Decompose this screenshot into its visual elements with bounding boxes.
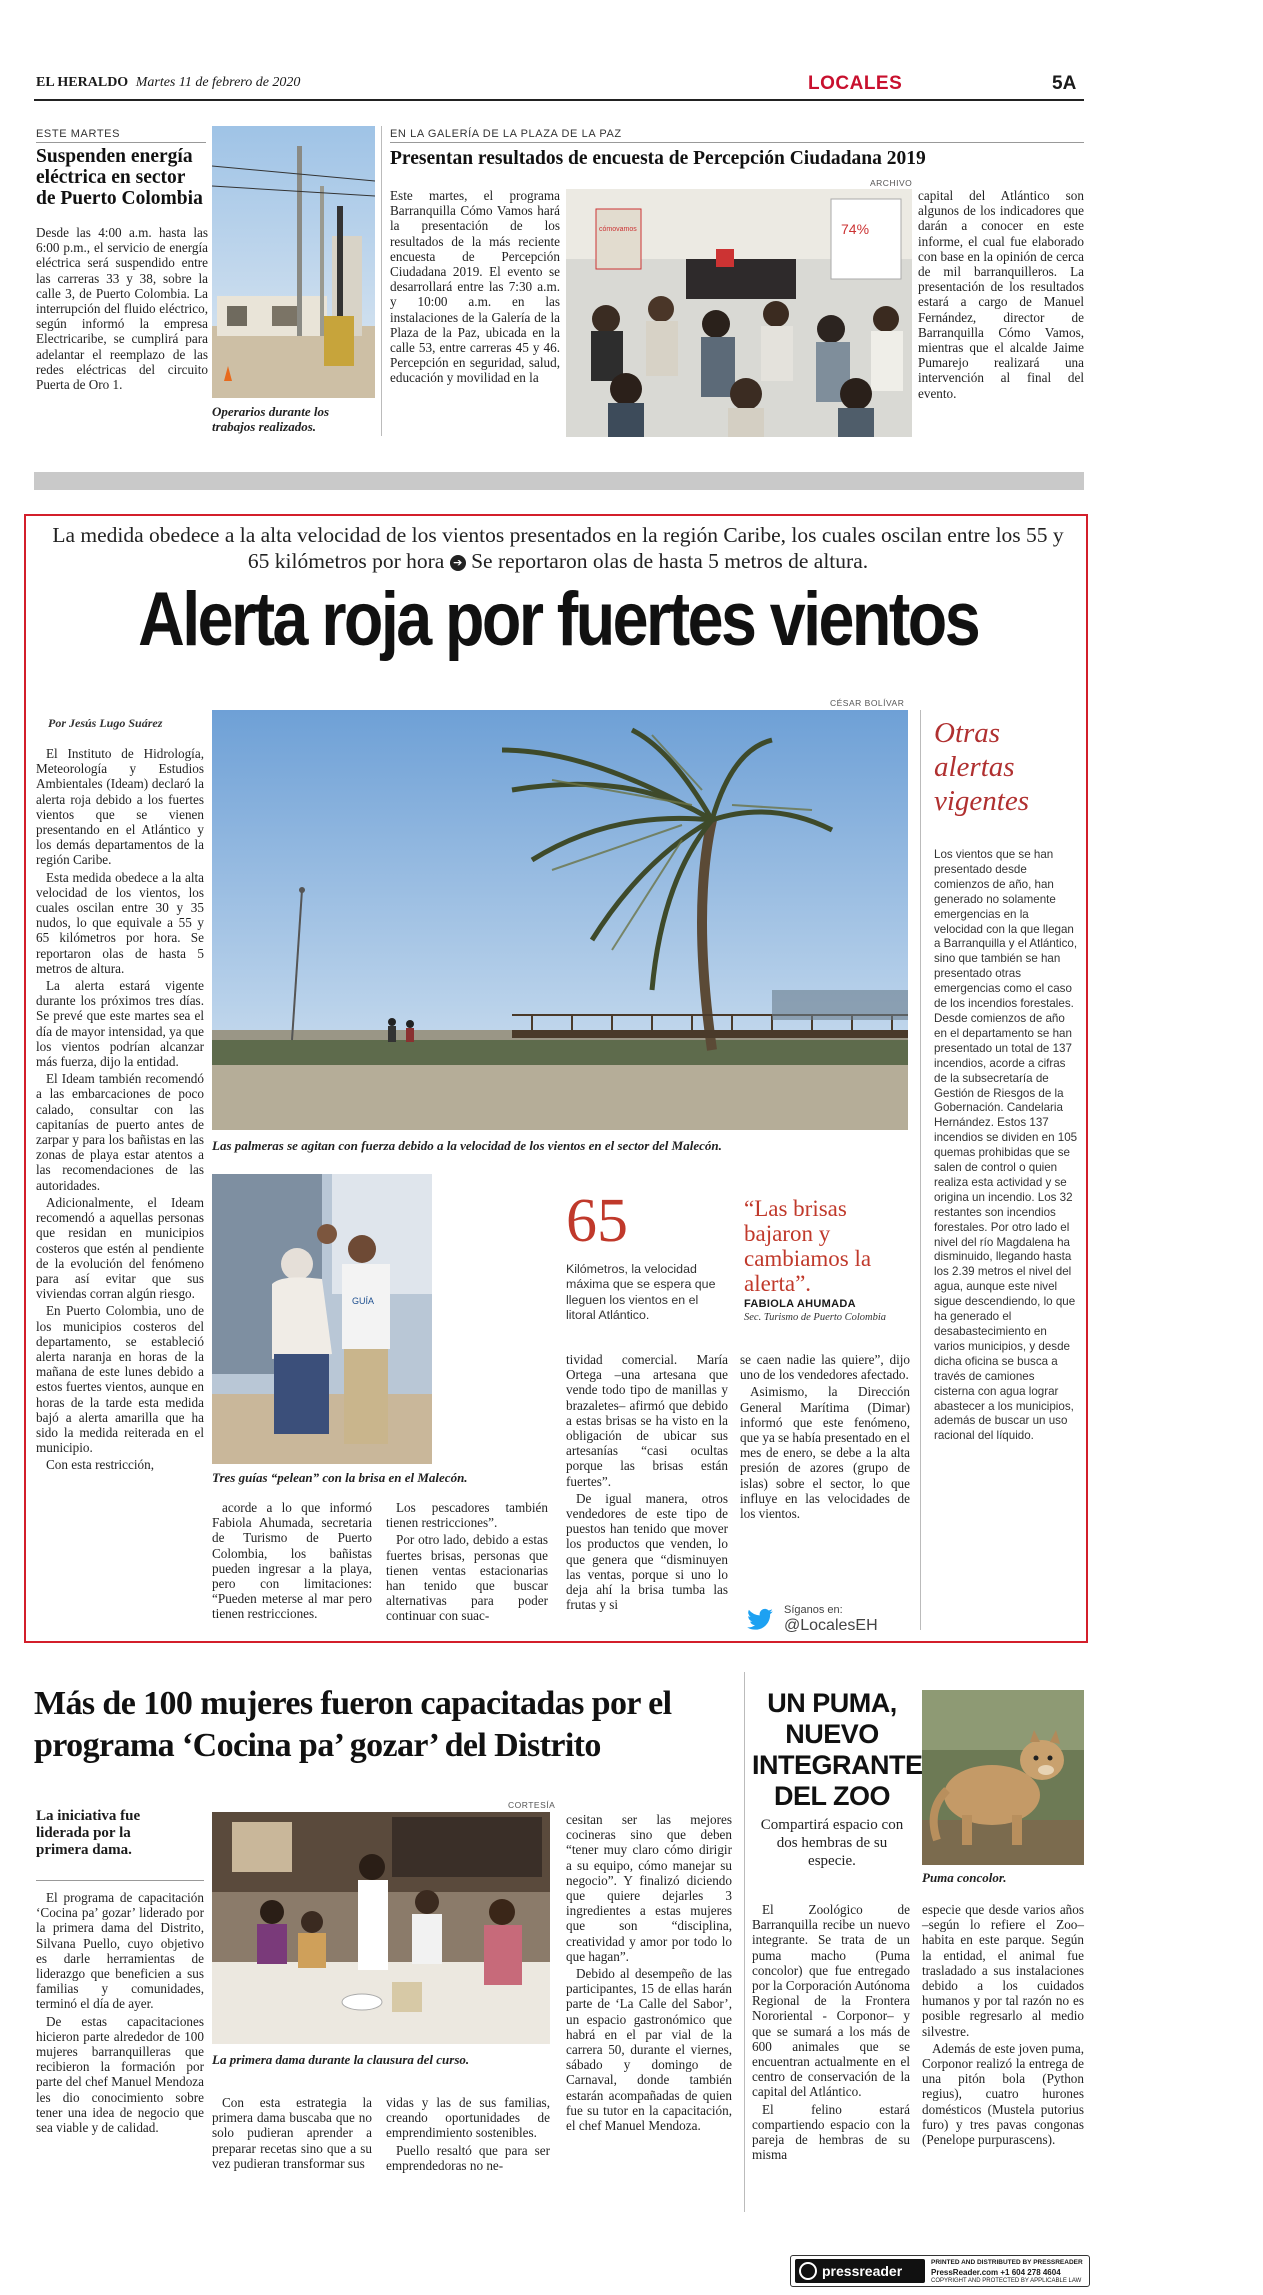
lower-divider: [744, 1672, 745, 2212]
brief2-photo-credit: ARCHIVO: [870, 178, 913, 188]
pull-quote: “Las brisas bajaron y cambiamos la alerta”.: [744, 1196, 872, 1296]
puma-col1: [752, 1902, 910, 2164]
cocina-col1-p2: De estas capacitaciones hicieron parte alrededor de 100 mujeres barranquilleras que recibieron la formación por parte del chef Manuel Mendoza les dio conocimiento sobre tener una idea de negocio que sea viable y de calidad.: [36, 2013, 204, 2136]
guides-photo: [212, 1174, 432, 1464]
cocina-col2: Con esta estrategia la primera dama buscaba que no solo pudieran aprender a preparar recetas sino que a su vez pudieran transformar sus: [212, 2095, 372, 2171]
brief2-body-right: capital del Atlántico son algunos de los indicadores que darán a conocer en este informe, el cual fue elaborado con base en la opinión de cerca de mil barranquilleros. La presentación de los resultados estará a cargo de Manuel Fernández, director de Barranquilla Cómo Vamos, mientras que el alcalde Jaime Pumarejo realizará una intervención al final del evento.: [918, 188, 1084, 401]
puma-col1-p1: El Zoológico de Barranquilla recibe un nuevo integrante. Se trata de un puma macho (Puma concolor) que fue entregado por la Corporación Autónoma Regional de la Frontera Nororiental - Corponor– y que se sumará a los más de 600 animales que se encuentran actualmente en el centro de conservación de la capital del Atlántico.: [752, 1902, 910, 2100]
main-headline: Alerta roja por fuertes vientos: [138, 577, 978, 662]
svg-text:74%: 74%: [841, 221, 870, 237]
puma-deck: Compartirá espacio con dos hembras de su especie.: [760, 1817, 904, 1869]
quote-name: FABIOLA AHUMADA: [744, 1298, 856, 1310]
stat-text: Kilómetros, la velocidad máxima que se espera que lleguen los vientos en el litoral Atlántico.: [566, 1262, 716, 1323]
cocina-col1: [36, 1890, 204, 2137]
puma-col2-p2: Además de este joven puma, Corponor realizó la entrega de una pitón bola (Python regius), cuatro hurones domésticos (Mustela putorius furo) y tres pavas congonas (Penelope purpurascens).: [922, 2040, 1084, 2148]
main-caption: Las palmeras se agitan con fuerza debido a la velocidad de los vientos en el sector del Malecón.: [212, 1138, 722, 1153]
cocina-lede-rule: [36, 1880, 204, 1881]
pressreader-brand: pressreader: [822, 2263, 903, 2279]
puma-col1-p2: El felino estará compartiendo espacio con la pareja de hembras de su misma: [752, 2101, 910, 2163]
main-col4-p1: tividad comercial. María Ortega –una artesana que vende todo tipo de manillas y brazaletes– afirmó que debido a estas brisas se ha visto en la obligación de ubicar sus artesanías “casi ocultas porque las brisas están fuertes”.: [566, 1352, 728, 1489]
brief1-caption: Operarios durante los trabajos realizados.: [212, 404, 330, 434]
summary-part-b: Se reportaron olas de hasta 5 metros de altura.: [471, 549, 869, 573]
cocina-col3: [386, 2095, 550, 2175]
summary: [40, 522, 1076, 574]
follow-handle: @LocalesEH: [784, 1617, 878, 1634]
main-col4: [566, 1352, 728, 1614]
cocina-col4: [566, 1812, 732, 2135]
main-col1-p3: La alerta estará vigente durante los próximos tres días. Se prevé que este martes sea el día de mayor intensidad, ya que los vientos podrían alcanzar más fuerza, dijo la entidad.: [36, 978, 204, 1070]
main-col2: acorde a lo que informó Fabiola Ahumada, secretaria de Turismo de Puerto Colombia, los bañistas pueden ingresar a la playa, pero con limitaciones: “Pueden meterse al mar pero tienen restricciones.: [212, 1500, 372, 1622]
main-col3: [386, 1500, 548, 1626]
pressreader-badge[interactable]: [790, 2255, 1090, 2287]
cocina-col3-p1: vidas y las de sus familias, creando oportunidades de emprendimiento sostenibles.: [386, 2095, 550, 2141]
brief1-photo: [212, 126, 375, 398]
paper-name: EL HERALDO: [36, 75, 129, 90]
cocina-col4-p1: cesitan ser las mejores cocineras sino que deben “tener muy claro cómo dirigir a su equipo, cómo manejar su negocio”. Y finalizó diciendo que quiere dejarles 3 ingredientes a estas mujeres que son “disciplina, creatividad y amor por todo lo que hagan”.: [566, 1812, 732, 1964]
cocina-caption: La primera dama durante la clausura del curso.: [212, 2052, 470, 2067]
pressreader-logo: [795, 2259, 925, 2283]
svg-text:GUÍA: GUÍA: [352, 1296, 375, 1306]
brief2-body-left: Este martes, el programa Barranquilla Cómo Vamos hará la presentación de los resultados de la más reciente encuesta de Percepción Ciudadana 2019. El evento se desarrollará entre las 7:30 a.m. y 10:00 a.m. en las instalaciones de la Galería de la Plaza de la Paz, ubicada en la calle 53, entre carreras 45 y 46. Percepción en seguridad, salud, educación y movilidad en la: [390, 188, 560, 386]
main-col1-p6: En Puerto Colombia, uno de los municipios costeros del departamento, se estableció alerta naranja en horas de la mañana de este lunes debido a estos fuertes vientos, aunque en horas de la tarde esta medida bajó a alerta amarilla que ha sido la medida reiterada en el municipio.: [36, 1303, 204, 1456]
section-label: LOCALES: [808, 73, 903, 94]
main-col5-p1: se caen nadie las quiere”, dijo uno de los vendedores afectado.: [740, 1352, 910, 1383]
cocina-headline: Más de 100 mujeres fueron capacitadas por el programa ‘Cocina pa’ gozar’ del Distrito: [34, 1685, 672, 1764]
main-col1-p4: El Ideam también recomendó a las embarcaciones de poco calado, consultar con las capitanías de puerto antes de zarpar y para los bañistas en las zonas de playa estar atentos a las recomendaciones de las autoridades.: [36, 1071, 204, 1193]
guides-caption: Tres guías “pelean” con la brisa en el Malecón.: [212, 1470, 468, 1485]
brief1-title: Suspenden energía eléctrica en sector de Puerto Colombia: [36, 146, 203, 209]
pressreader-line3: COPYRIGHT AND PROTECTED BY APPLICABLE LAW: [931, 2278, 1082, 2284]
quote-role: Sec. Turismo de Puerto Colombia: [744, 1312, 887, 1323]
main-col4-p2: De igual manera, otros vendedores de este tipo de puestos han tenido que mover los productos que venden, lo que genera que “disminuyen las ventas, porque si uno lo deja ahí la brisa tumba las frutas y si: [566, 1490, 728, 1613]
cocina-lede: La iniciativa fue liderada por la primera dama.: [36, 1808, 141, 1858]
sidebar-title: Otras alertas vigentes: [934, 717, 1030, 817]
main-col3-p1: Los pescadores también tienen restricciones”.: [386, 1500, 548, 1531]
sidebar-divider: [920, 710, 921, 1630]
byline: Por Jesús Lugo Suárez: [48, 716, 163, 730]
svg-text:cómovamos: cómovamos: [599, 226, 637, 233]
brief2-kicker-rule: [390, 142, 1084, 143]
brief2-kicker: EN LA GALERÍA DE LA PLAZA DE LA PAZ: [390, 128, 622, 140]
headline-wrap: [40, 570, 1076, 670]
gray-band: [34, 472, 1084, 490]
main-col1-p7: Con esta restricción,: [46, 1457, 155, 1473]
puma-col2: [922, 1902, 1084, 2149]
pressreader-line2: PressReader.com +1 604 278 4604: [931, 2268, 1061, 2277]
puma-photo: [922, 1690, 1084, 1865]
brief1-body: Desde las 4:00 a.m. hasta las 6:00 p.m., el servicio de energía eléctrica será suspendido entre las carreras 33 y 38, sobre la calle 3, de Puerto Colombia. La interrupción del fluido eléctrico, según informó la empresa Electricaribe, se cumplirá para adelantar el reemplazo de las redes eléctricas del circuito Puerta de Oro 1.: [36, 225, 208, 393]
twitter-follow[interactable]: [744, 1604, 914, 1636]
header-rule: [34, 99, 1084, 101]
cocina-photo-credit: CORTESÍA: [508, 1800, 556, 1810]
main-col1: [36, 746, 204, 1475]
masthead: [36, 75, 300, 91]
main-photo-credit: CÉSAR BOLÍVAR: [830, 698, 905, 708]
cocina-col3-p2: Puello resaltó que para ser emprendedoras no ne-: [386, 2142, 550, 2173]
arrow-right-icon: ➔: [450, 555, 466, 571]
puma-col2-p1: especie que desde varios años –según lo refiere el Zoo– habita en este parque. Según la entidad, el animal fue trasladado a sus instalaciones debido a los cuidados humanos y por tal razón no es posible regresarlo al medio silvestre.: [922, 1902, 1084, 2039]
cocina-col4-p2: Debido al desempeño de las participantes, 15 de ellas harán parte de ‘La Calle del Sabor’, un espacio gastronómico que habrá en el par vial de la carrera 50, durante el viernes, sábado y domingo de Carnaval, donde también estarán acompañadas de quien fue su tutor en la capacitación, el chef Manuel Mendoza.: [566, 1966, 732, 2134]
pressreader-p-icon: [799, 2262, 817, 2280]
main-col3-p2: Por otro lado, debido a estas fuertes brisas, personas que tienen ventas estacionarias han tenido que buscar alternativas para poder continuar con suac-: [386, 1532, 548, 1624]
puma-headline: UN PUMA, NUEVO INTEGRANTE DEL ZOO: [752, 1688, 923, 1811]
main-col1-p2: Esta medida obedece a la alta velocidad de los vientos, los cuales oscilan entre 30 y 35 nudos, lo que equivale a 55 y 65 kilómetros por hora. Se reportaron olas de hasta 5 metros de altura.: [36, 869, 204, 976]
summary-part-a: La medida obedece a la alta velocidad de los vientos presentados en la región Caribe, los cuales oscilan entre los 55 y 65 kilómetros por hora: [52, 523, 1064, 573]
brief1-kicker-rule: [36, 142, 206, 143]
follow-label: Síganos en:: [784, 1604, 843, 1616]
issue-date: Martes 11 de febrero de 2020: [135, 75, 301, 90]
pressreader-line1: PRINTED AND DISTRIBUTED BY PRESSREADER: [931, 2259, 1083, 2266]
twitter-bird-icon: [744, 1606, 776, 1634]
page-number: 5A: [1052, 73, 1077, 94]
cocina-col1-p1: El programa de capacitación ‘Cocina pa’ gozar’ liderado por la primera dama del Distrito, Silvana Puello, cuyo objetivo es darle herramientas de liderazgo que beneficien a sus familias y comunidades, terminó el día de ayer.: [36, 1890, 204, 2012]
brief-divider: [381, 126, 382, 436]
cocina-photo: [212, 1812, 550, 2044]
main-photo-palm: [212, 710, 908, 1130]
brief2-photo: [566, 189, 912, 437]
sidebar-body: Los vientos que se han presentado desde comienzos de año, han generado no solamente emergencias en la velocidad con la que llegan a Barranquilla y el Atlántico, sino que también se han presentado otras emergencias como el caso de los incendios forestales. Desde comienzos de año en el departamento se han presentado un total de 137 incendios, acorde a cifras de la subsecretaría de Gestión de Riesgos de la Gobernación. Candelaria Hernández. Estos 137 incendios se dividen en 105 quemas prohibidas que se salen de control o quien realiza esta actividad y se origina un incendio. Los 32 restantes son incendios forestales. Por otro lado el nivel del río Magdalena ha disminuido, llegando hasta los 2.39 metros el nivel del agua, aunque este nivel sigue descendiendo, lo que ha generado el desabastecimiento en varios municipios, y desde dicha oficina se busca a través de camiones cisterna con agua lograr abastecer a los municipios, además de buscar un uso racional del líquido.: [934, 848, 1078, 1443]
main-col1-p5: Adicionalmente, el Ideam recomendó a aquellas personas que residan en municipios costeros que estén al pendiente de la evolución del fenómeno para así evitar que sus viviendas corran algún riesgo.: [36, 1194, 204, 1302]
main-col5-p2: Asimismo, la Dirección General Marítima (Dimar) informó que este fenómeno, que ya se había presentado en el mes de enero, se debe a la alta presión de azores (grupo de islas) sobre el sector, lo que influye en las velocidades de los vientos.: [740, 1384, 910, 1522]
main-col1-p1: El Instituto de Hidrología, Meteorología y Estudios Ambientales (Ideam) declaró la alerta roja debido a los fuertes vientos que se vienen presentando en el Atlántico y los demás departamentos de la región Caribe.: [36, 746, 204, 868]
brief2-title: Presentan resultados de encuesta de Percepción Ciudadana 2019: [390, 148, 926, 169]
brief1-kicker: ESTE MARTES: [36, 128, 121, 140]
stat-number: 65: [566, 1187, 628, 1255]
puma-caption: Puma concolor.: [922, 1870, 1007, 1885]
main-col5: [740, 1352, 910, 1523]
